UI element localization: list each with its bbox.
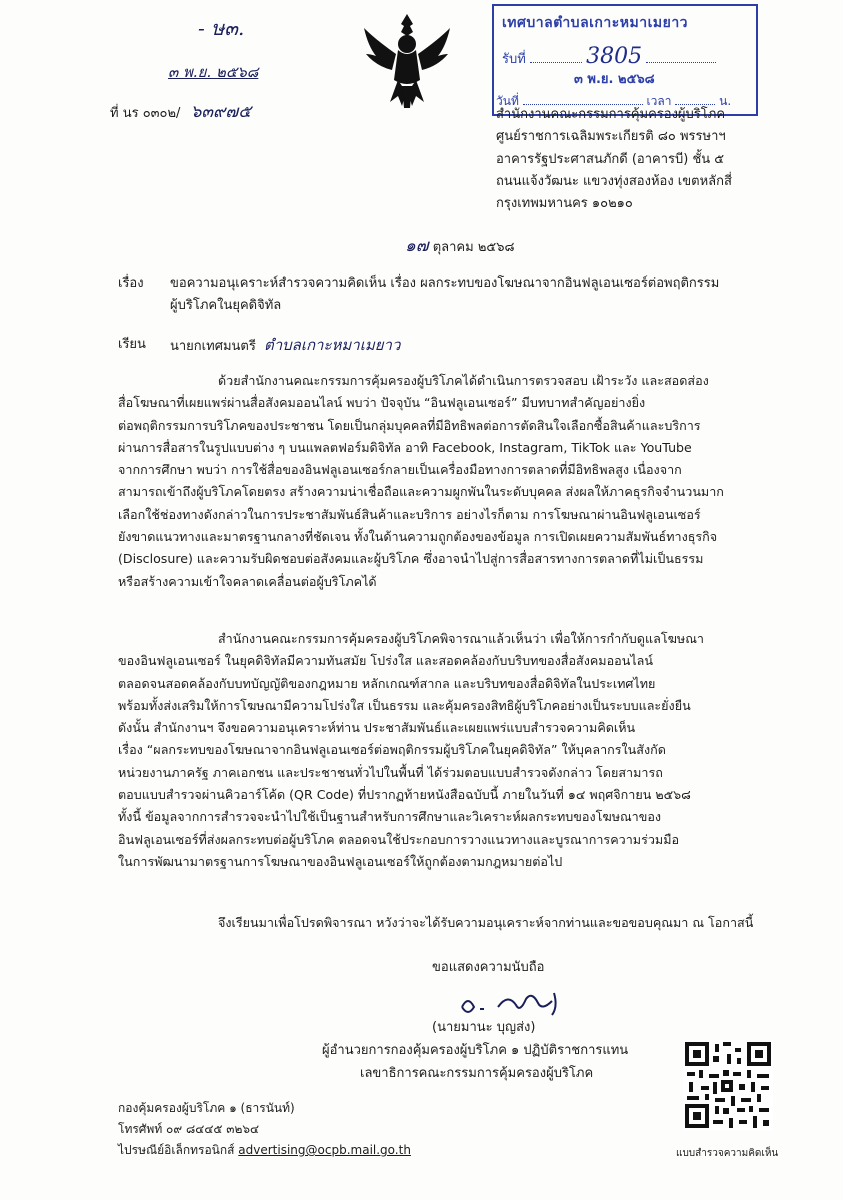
para-line: หน่วยงานภาครัฐ ภาคเอกชน และประชาชนทั่วไปในพื้นที่ ได้ร่วมตอบแบบสำรวจดังกล่าว โดยสามารถ <box>118 764 663 780</box>
subject-text <box>170 273 780 318</box>
sender-address <box>496 104 776 215</box>
subject-line: ผู้บริโภคในยุคดิจิทัล <box>170 298 282 314</box>
to-line <box>170 334 400 358</box>
receipt-stamp <box>492 4 758 116</box>
stamp-date-value: ๓ พ.ย. ๒๕๖๘ <box>574 72 655 87</box>
reference-prefix: ที่ นร ๐๓๐๒/ <box>110 106 181 121</box>
sender-line: ถนนแจ้งวัฒนะ แขวงทุ่งสองห้อง เขตหลักสี่ <box>496 173 732 189</box>
contact-dept: กองคุ้มครองผู้บริโภค ๑ (ธารนันท์) <box>118 1101 295 1115</box>
garuda-emblem <box>362 10 452 114</box>
contact-block <box>118 1098 411 1161</box>
to-label: เรียน <box>118 337 146 352</box>
para-line: ของอินฟลูเอนเซอร์ ในยุคดิจิทัลมีความทันสมัย โปร่งใส และสอดคล้องกับบริบทของสื่อสังคมออนไลน์ <box>118 653 653 669</box>
sender-line: สำนักงานคณะกรรมการคุ้มครองผู้บริโภค <box>496 107 726 122</box>
contact-email-link[interactable]: advertising@ocpb.mail.go.th <box>238 1143 411 1157</box>
stamp-date-label: วันที่ <box>496 94 519 108</box>
paragraph-1 <box>118 370 778 593</box>
to-text: นายกเทศมนตรี <box>170 339 256 354</box>
para-line: ตอบแบบสำรวจผ่านคิวอาร์โค้ด (QR Code) ที่ปรากฏท้ายหนังสือฉบับนี้ ภายในวันที่ ๑๔ พฤศจิกายน ๒๕๖๘ <box>118 787 691 803</box>
subject-label: เรื่อง <box>118 276 144 291</box>
date-day-hand: ๑๗ <box>405 236 429 256</box>
para-line: ตลอดจนสอดคล้องกับบทบัญญัติของกฎหมาย หลักเกณฑ์สากล และบริบทของสื่อดิจิทัลในประเทศไทย <box>118 675 656 691</box>
stamp-org: เทศบาลตำบลเกาะหมาเมยาว <box>502 15 689 31</box>
reference-number <box>110 98 251 125</box>
qr-caption: แบบสำรวจความคิดเห็น <box>676 1148 779 1159</box>
para-line: สามารถเข้าถึงผู้บริโภคโดยตรง สร้างความน่าเชื่อถือและความผูกพันในระดับบุคคล ส่งผลให้ภาคธุรกิจจำนวนมาก <box>118 484 724 500</box>
para-line: หรือสร้างความเข้าใจคลาดเคลื่อนต่อผู้บริโภคได้ <box>118 573 377 589</box>
stamp-received-no: 3805 <box>586 44 643 69</box>
stamp-received-row <box>502 44 716 69</box>
para-line: ผ่านการสื่อสารในรูปแบบต่าง ๆ บนแพลตฟอร์มดิจิทัล อาทิ Facebook, Instagram, TikTok และ YouTube <box>118 439 692 455</box>
para-line: ดังนั้น สำนักงานฯ จึงขอความอนุเคราะห์ท่าน ประชาสัมพันธ์และเผยแพร่แบบสำรวจความคิดเห็น <box>118 720 636 736</box>
contact-email-label: ไปรษณีย์อิเล็กทรอนิกส์ <box>118 1143 235 1157</box>
para-line: ต่อพฤติกรรมการบริโภคของประชาชน โดยเป็นกลุ่มบุคคลที่มีอิทธิพลต่อการตัดสินใจเลือกซื้อสินค้าและบริการ <box>118 417 701 433</box>
para-line: เลือกใช้ช่องทางดังกล่าวในการประชาสัมพันธ์สินค้าและบริการ อย่างไรก็ตาม การโฆษณาผ่านอินฟลูเอนเซอร์ <box>118 506 701 522</box>
sender-line: อาคารรัฐประศาสนภักดี (อาคารบี) ชั้น ๕ <box>496 151 725 167</box>
sender-line: กรุงเทพมหานคร ๑๐๒๑๐ <box>496 196 633 212</box>
survey-qr-code[interactable] <box>683 1040 773 1130</box>
para-line: อินฟลูเอนเซอร์ที่ส่งผลกระทบต่อผู้บริโภค ตลอดจนใช้ประกอบการวางแนวทางและบูรณาการความร่วมมือ <box>118 831 680 847</box>
para-line: พร้อมทั้งส่งเสริมให้การโฆษณามีความโปร่งใส เป็นธรรม และคุ้มครองสิทธิผู้บริโภคอย่างเป็นระบบและยั่งยืน <box>118 697 691 713</box>
contact-email-row <box>118 1140 411 1161</box>
para-line: เรื่อง “ผลกระทบของโฆษณาจากอินฟลูเอนเซอร์ต่อพฤติกรรมผู้บริโภคในยุคดิจิทัล” ให้บุคลากรในสังกัด <box>118 742 666 758</box>
para-line: ทั้งนี้ ข้อมูลจากการสำรวจจะนำไปใช้เป็นฐานสำหรับการศึกษาและวิเคราะห์ผลกระทบของโฆษณาของ <box>118 809 662 825</box>
signer-name: (นายมานะ บุญส่ง) <box>432 1020 536 1035</box>
date-rest: ตุลาคม ๒๕๖๘ <box>432 240 515 255</box>
stamp-time-label: เวลา <box>646 94 672 108</box>
para-line: ด้วยสำนักงานคณะกรรมการคุ้มครองผู้บริโภคได้ดำเนินการตรวจสอบ เฝ้าระวัง และสอดส่อง <box>218 373 709 388</box>
para-line: สำนักงานคณะกรรมการคุ้มครองผู้บริโภคพิจารณาแล้วเห็นว่า เพื่อให้การกำกับดูแลโฆษณา <box>218 631 704 646</box>
closing-line: จึงเรียนมาเพื่อโปรดพิจารณา หวังว่าจะได้รับความอนุเคราะห์จากท่านและขอขอบคุณมา ณ โอกาสนี้ <box>218 915 754 930</box>
reference-hand: ๖๓๙๗๕ <box>190 102 252 122</box>
para-line: ยังขาดแนวทางและมาตรฐานกลางที่ชัดเจน ทั้งในด้านความถูกต้องของข้อมูล การเปิดเผยความสัมพันธ์ทางธุรกิจ <box>118 529 718 545</box>
handwritten-date: ๓ พ.ย. ๒๕๖๘ <box>168 63 259 81</box>
letter-date <box>405 232 515 259</box>
para-line: สื่อโฆษณาที่เผยแพร่ผ่านสื่อสังคมออนไลน์ พบว่า ปัจจุบัน “อินฟลูเอนเซอร์” มีบทบาทสำคัญอย่างยิ่ง <box>118 395 646 411</box>
regards: ขอแสดงความนับถือ <box>432 960 545 975</box>
to-hand: ตำบลเกาะหมาเมยาว <box>263 336 401 354</box>
sender-line: ศูนย์ราชการเฉลิมพระเกียรติ ๘๐ พรรษาฯ <box>496 129 726 145</box>
para-line: ในการพัฒนามาตรฐานการโฆษณาของอินฟลูเอนเซอร์ให้ถูกต้องตามกฎหมายต่อไป <box>118 853 563 869</box>
stamp-time-unit: น. <box>719 94 732 108</box>
signer-position-2: เลขาธิการคณะกรรมการคุ้มครองผู้บริโภค <box>360 1066 594 1081</box>
subject-line: ขอความอนุเคราะห์สำรวจความคิดเห็น เรื่อง ผลกระทบของโฆษณาจากอินฟลูเอนเซอร์ต่อพฤติกรรม <box>170 276 720 291</box>
stamp-received-label: รับที่ <box>502 52 526 67</box>
contact-phone: โทรศัพท์ ๐๙ ๘๔๔๕ ๓๒๖๔ <box>118 1122 260 1136</box>
paragraph-2 <box>118 628 778 873</box>
para-line: (Disclosure) และความรับผิดชอบต่อสังคมและผู้บริโภค ซึ่งอาจนำไปสู่การสื่อสารทางการตลาดที่ไม่เป็นธรรม <box>118 551 704 567</box>
handwritten-note: - ษ๓. <box>198 16 245 40</box>
para-line: จากการศึกษา พบว่า การใช้สื่อของอินฟลูเอนเซอร์กลายเป็นเครื่องมือทางการตลาดที่มีอิทธิพลสูง เนื่องจาก <box>118 462 682 478</box>
signer-position-1: ผู้อำนวยการกองคุ้มครองผู้บริโภค ๑ ปฏิบัติราชการแทน <box>322 1043 629 1058</box>
